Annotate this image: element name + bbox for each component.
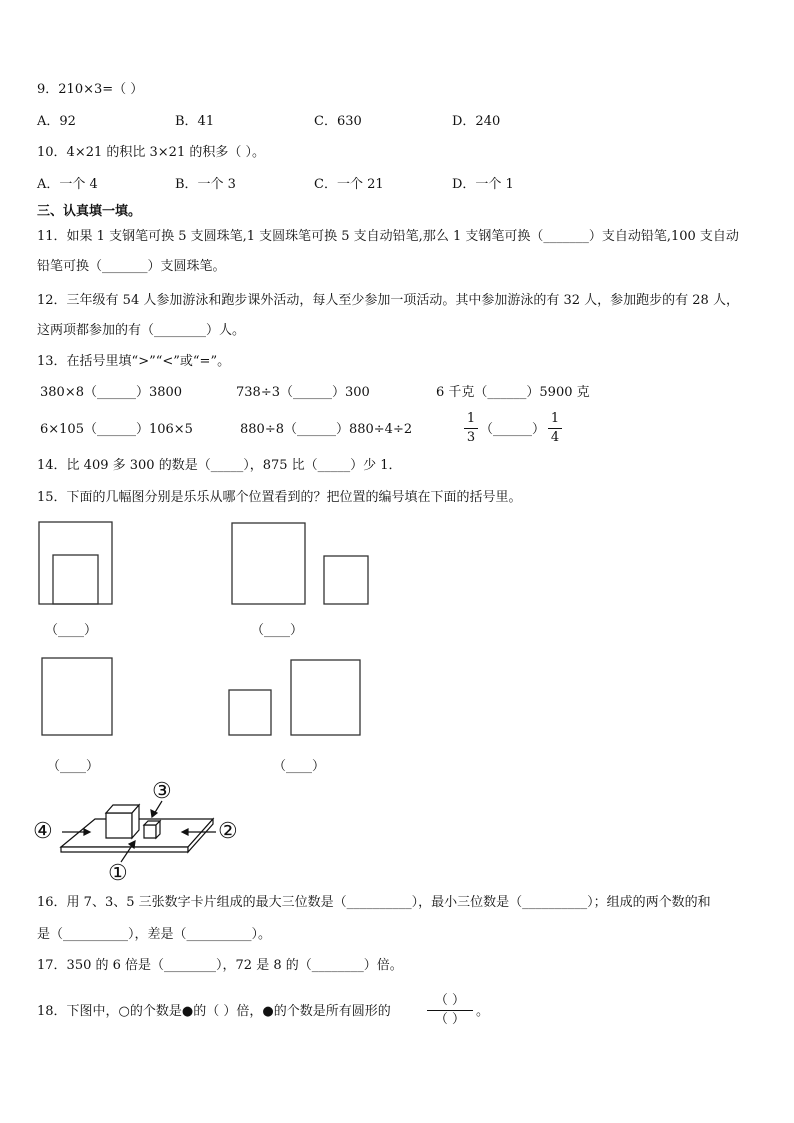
view-1-outer-square [39,522,112,604]
view-2-small-square [324,556,368,604]
fraction-denominator: 3 [466,430,476,445]
view-2-large-square [232,523,305,604]
q15-blank-4: （____） [273,759,326,774]
q9-option-d: D．240 [452,114,501,129]
question-18-stem: 18．下图中，○的个数是●的（ ）倍，●的个数是所有圆形的 [37,1004,391,1019]
question-11-line-2: 铅笔可换（_______）支圆珠笔。 [37,259,226,274]
question-12-line-1: 12．三年级有 54 人参加游泳和跑步课外活动，每人至少参加一项活动。其中参加游泳的有 32 人，参加跑步的有 28 人， [37,293,739,308]
q10-option-b: B．一个 3 [175,177,236,192]
q15-scene [61,801,216,862]
question-12-line-2: 这两项都参加的有（________）人。 [37,323,246,338]
position-marker-4: ④ [33,819,53,844]
big-cube-front [106,813,132,838]
question-9-stem: 9．210×3=（ ） [37,82,144,97]
q9-option-a: A．92 [37,114,76,129]
fraction-numerator-blank: （ ） [427,992,473,1011]
q9-option-c: C．630 [314,114,362,129]
view-3-square [42,658,112,735]
q13-compare-3: 6 千克（______）5900 克 [436,385,590,400]
q13-compare-6-blank: （______） [480,422,546,437]
q13-compare-2: 738÷3（______）300 [236,385,370,400]
fraction-numerator: 1 [464,411,478,429]
q10-option-c: C．一个 21 [314,177,384,192]
question-11-line-1: 11．如果 1 支钢笔可换 5 支圆珠笔,1 支圆珠笔可换 5 支自动铅笔,那么 1 支钢笔可换（_______）支自动铅笔,100 支自动 [37,229,739,244]
view-4-large-square [291,660,360,735]
question-15-stem: 15．下面的几幅图分别是乐乐从哪个位置看到的？把位置的编号填在下面的括号里。 [37,490,522,505]
section-3-title: 三、认真填一填。 [37,204,142,219]
q10-option-a: A．一个 4 [37,177,98,192]
view-4-small-square [229,690,271,735]
fraction-numerator: 1 [548,411,562,429]
position-marker-2: ② [218,819,238,844]
position-marker-1: ① [108,861,128,886]
small-cube-front [144,825,156,838]
question-16-line-2: 是（__________），差是（__________）。 [37,927,272,942]
position-marker-3: ③ [152,779,172,804]
q13-compare-4: 6×105（______）106×5 [40,422,193,437]
q18-end-mark: 。 [476,1004,490,1019]
question-10-stem: 10．4×21 的积比 3×21 的积多（ ）。 [37,145,265,160]
q10-option-d: D．一个 1 [452,177,514,192]
question-16-line-1: 16．用 7、3、5 三张数字卡片组成的最大三位数是（__________），最小三位数是（__________）；组成的两个数的和 [37,895,711,910]
q18-fraction-blank [427,992,473,1029]
platform-front [61,847,188,852]
fraction-denominator: 4 [550,430,560,445]
q15-blank-3: （____） [47,759,100,774]
question-13-stem: 13．在括号里填“>”“<”或“=”。 [37,354,231,369]
question-17-stem: 17．350 的 6 倍是（________），72 是 8 的（________）倍。 [37,958,403,973]
q9-option-b: B．41 [175,114,215,129]
question-14-stem: 14．比 409 多 300 的数是（_____），875 比（_____）少 1． [37,458,402,473]
fraction-denominator-blank: （ ） [434,1012,466,1027]
q15-blank-1: （____） [45,623,98,638]
q15-blank-2: （____） [251,623,304,638]
q13-compare-1: 380×8（______）3800 [40,385,183,400]
q13-compare-5: 880÷8（______）880÷4÷2 [240,422,413,437]
view-1-inner-square [53,555,98,604]
